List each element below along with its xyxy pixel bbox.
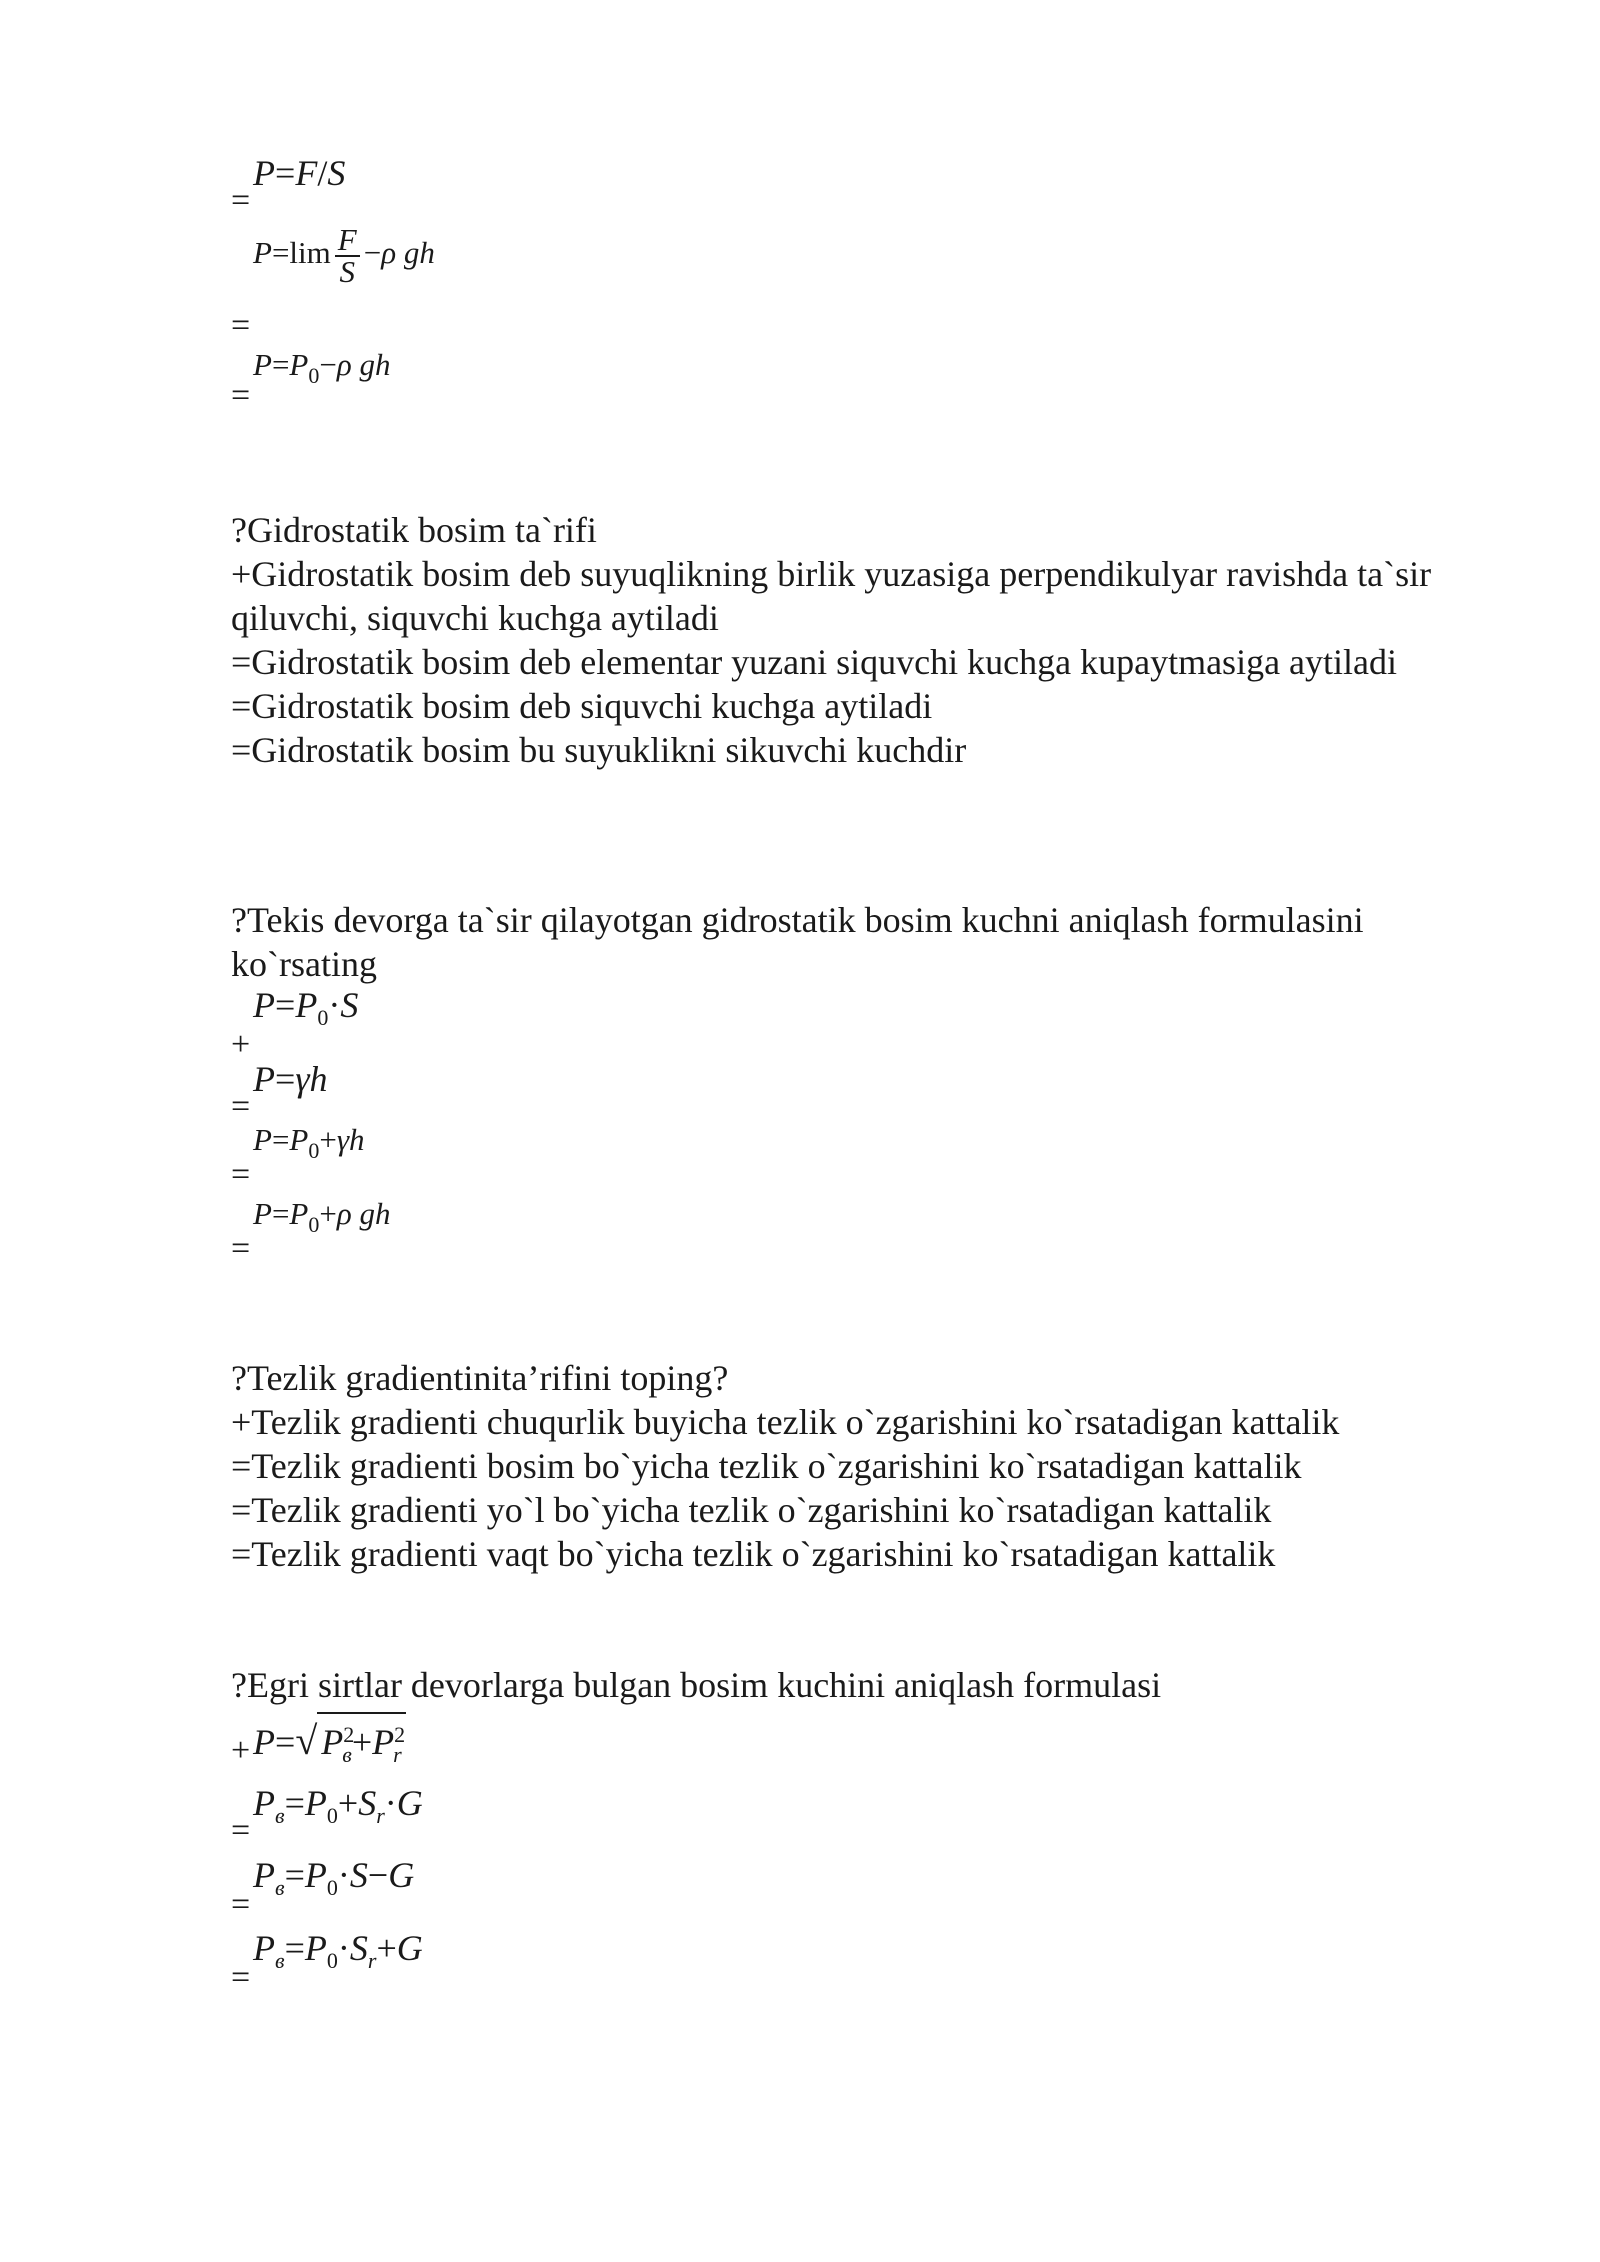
formula-option	[231, 1122, 931, 1192]
question-text: ?Tekis devorga ta`sir qilayotgan gidrostatik bosim kuchni aniqlash formulasini ko`rsating	[231, 900, 1364, 984]
answer-option: +Gidrostatik bosim deb suyuqlikning birlik yuzasiga perpendikulyar ravishda ta`sir qiluvchi, siquvchi kuchga aytiladi	[231, 554, 1432, 638]
formula-option	[231, 345, 931, 415]
formula-option	[231, 1712, 931, 1782]
answer-option: +Tezlik gradienti chuqurlik buyicha tezlik o`zgarishini ko`rsatadigan kattalik	[231, 1402, 1340, 1442]
question-block	[231, 898, 1531, 986]
option-marker: =	[231, 182, 251, 219]
option-marker: =	[231, 1156, 251, 1193]
option-marker: =	[231, 1959, 251, 1996]
formula: $P_в=P_0\cdot S-G$	[253, 1855, 415, 1900]
formula-option	[231, 1196, 931, 1266]
answer-option: =Gidrostatik bosim deb siquvchi kuchga aytiladi	[231, 686, 933, 726]
question-block	[231, 1663, 1531, 1707]
option-marker: =	[231, 1088, 251, 1125]
option-marker: =	[231, 1230, 251, 1267]
formula-option	[231, 222, 931, 344]
answer-option: =Tezlik gradienti vaqt bo`yicha tezlik o`zgarishini ko`rsatadigan kattalik	[231, 1534, 1276, 1574]
option-marker: +	[231, 1732, 251, 1769]
formula-option	[231, 984, 931, 1063]
formula-option	[231, 1927, 931, 1997]
formula: $P=P_0+\gamma h$	[253, 1122, 365, 1163]
formula-option	[231, 1782, 931, 1852]
answer-option: =Tezlik gradienti yo`l bo`yicha tezlik o`zgarishini ko`rsatadigan kattalik	[231, 1490, 1272, 1530]
formula: $P=P_0-\rho$ gh	[253, 347, 391, 388]
formula-option	[231, 1854, 931, 1924]
fraction: $\frac{F}{S}$	[335, 225, 360, 287]
formula: $P=P_0\cdot S$	[253, 985, 359, 1030]
formula: P=√ $P^2_в+P^2_r$	[253, 1712, 406, 1774]
question-text: ?Egri sirtlar devorlarga bulgan bosim kuchini aniqlash formulasi	[231, 1665, 1162, 1705]
formula: P=lim $\frac{F}{S}$ −ρ gh	[253, 222, 435, 289]
answer-option: =Gidrostatik bosim bu suyuklikni sikuvchi kuchdir	[231, 730, 967, 770]
option-marker: =	[231, 1812, 251, 1849]
question-text: ?Gidrostatik bosim ta`rifi	[231, 510, 597, 550]
question-block	[231, 508, 1531, 772]
question-block	[231, 1356, 1531, 1576]
question-text: ?Tezlik gradientinita’rifini toping?	[231, 1358, 729, 1398]
option-marker: =	[231, 1886, 251, 1923]
option-marker: +	[231, 1026, 251, 1063]
option-marker: =	[231, 307, 251, 344]
formula-option	[231, 152, 931, 222]
option-marker: =	[231, 377, 251, 414]
formula: $P_в=P_0+S_r\cdot G$	[253, 1783, 423, 1828]
answer-option: =Tezlik gradienti bosim bo`yicha tezlik o`zgarishini ko`rsatadigan kattalik	[231, 1446, 1302, 1486]
formula: $P=P_0+\rho$ gh	[253, 1196, 391, 1237]
formula-option	[231, 1058, 931, 1128]
formula: P=γh	[253, 1059, 328, 1099]
answer-option: =Gidrostatik bosim deb elementar yuzani siquvchi kuchga kupaytmasiga aytiladi	[231, 642, 1398, 682]
formula: $P_в=P_0\cdot S_r+G$	[253, 1928, 423, 1973]
formula: P=F/S	[253, 153, 346, 193]
